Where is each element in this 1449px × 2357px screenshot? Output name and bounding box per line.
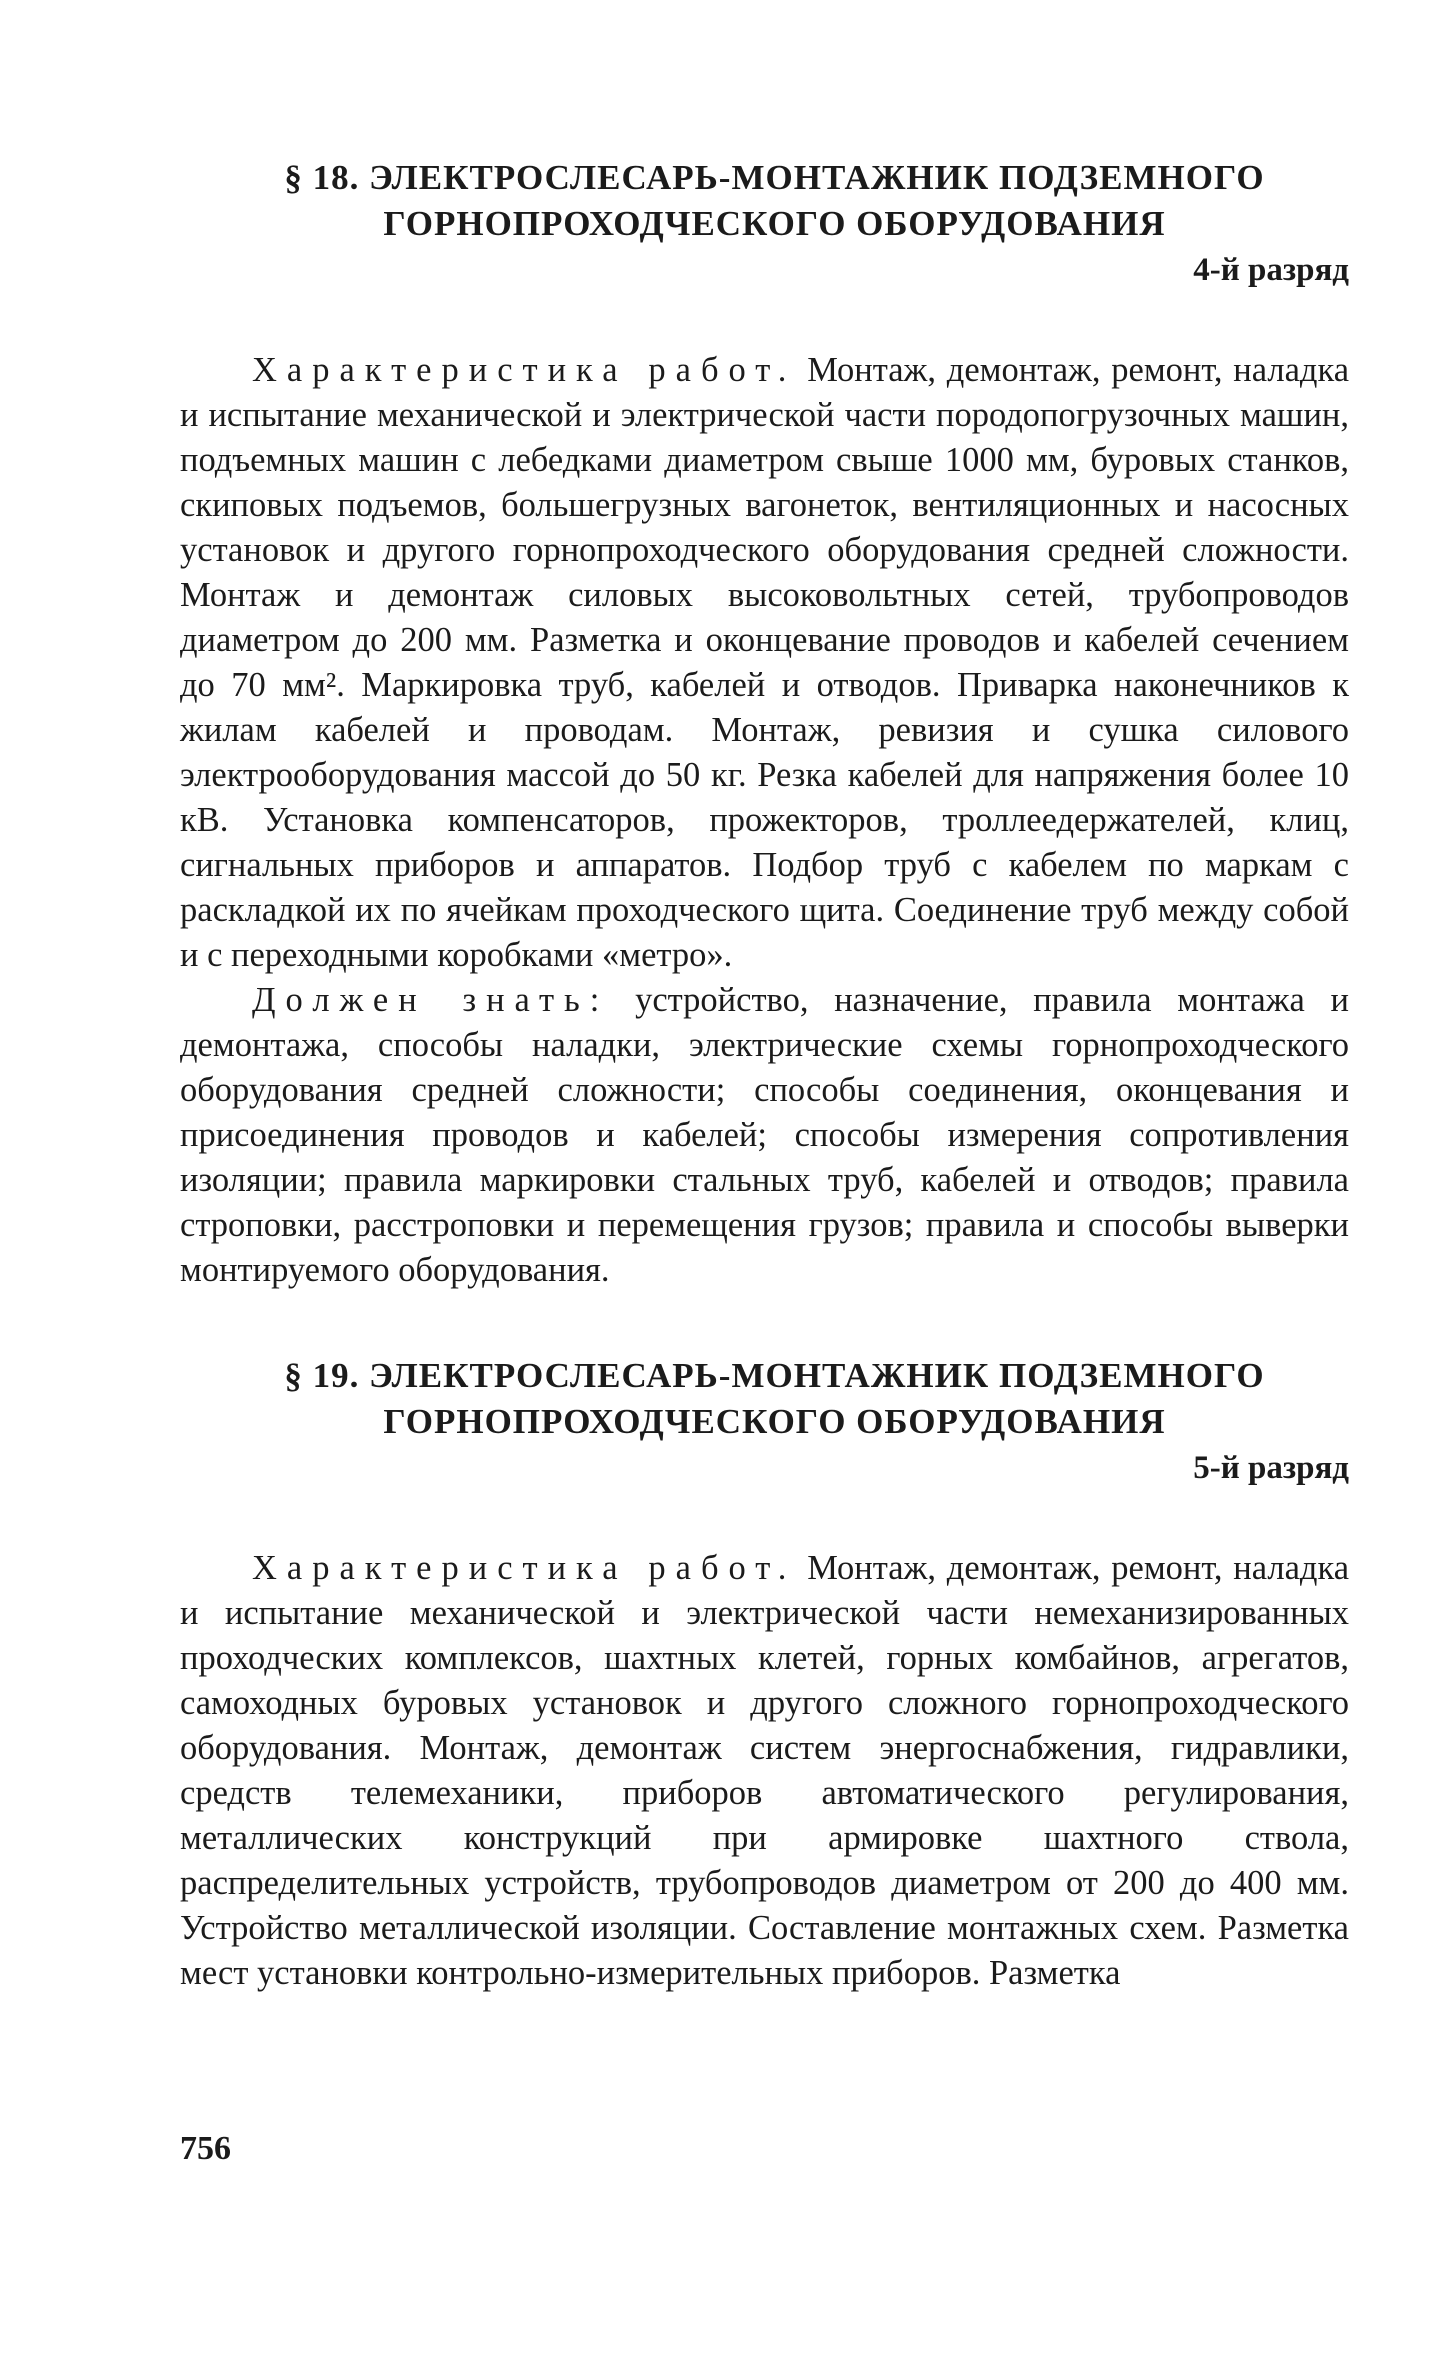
work-characteristics-label: Характеристика работ. [252, 351, 797, 389]
work-characteristics-paragraph [180, 1546, 1349, 1996]
must-know-paragraph [180, 978, 1349, 1293]
section-title [180, 1353, 1349, 1445]
section-title-line1: ЭЛЕКТРОСЛЕСАРЬ-МОНТАЖНИК ПОДЗЕМНОГО [369, 158, 1265, 197]
section-title [180, 155, 1349, 247]
section-number: § 19. [284, 1356, 360, 1395]
page-number: 756 [180, 2130, 231, 2167]
section-title-line2: ГОРНОПРОХОДЧЕСКОГО ОБОРУДОВАНИЯ [383, 204, 1166, 243]
grade-label: 4-й разряд [1193, 252, 1349, 288]
work-characteristics-text: Монтаж, демонтаж, ремонт, наладка и испытание механической и электрической части немеханизированных проходческих комплексов, шахтных клетей, горных комбайнов, агрегатов, самоходных буровых установок и другого сложного горнопроходческого оборудования. Монтаж, демонтаж систем энергоснабжения, гидравлики, средств телемеханики, приборов автоматического регулирования, металлических конструкций при армировке шахтного ствола, распределительных устройств, трубопроводов диаметром от 200 до 400 мм. Устройство металлической изоляции. Составление монтажных схем. Разметка мест установки контрольно-измерительных приборов. Разметка [180, 1549, 1350, 1992]
work-characteristics-label: Характеристика работ. [252, 1549, 797, 1587]
section-18 [180, 155, 1349, 1293]
section-number: § 18. [284, 158, 360, 197]
section-title-line1: ЭЛЕКТРОСЛЕСАРЬ-МОНТАЖНИК ПОДЗЕМНОГО [369, 1356, 1265, 1395]
work-characteristics-text: Монтаж, демонтаж, ремонт, наладка и испытание механической и электрической части породопогрузочных машин, подъемных машин с лебедками диаметром свыше 1000 мм, буровых станков, скиповых подъемов, большегрузных вагонеток, вентиляционных и насосных установок и другого горнопроходческого оборудования средней сложности. Монтаж и демонтаж силовых высоковольтных сетей, трубопроводов диаметром до 200 мм. Разметка и оконцевание проводов и кабелей сечением до 70 мм². Маркировка труб, кабелей и отводов. Приварка наконечников к жилам кабелей и проводам. Монтаж, ревизия и сушка силового электрооборудования массой до 50 кг. Резка кабелей для напряжения более 10 кВ. Установка компенсаторов, прожекторов, троллеедержателей, клиц, сигнальных приборов и аппаратов. Подбор труб с кабелем по маркам с раскладкой их по ячейкам проходческого щита. Соединение труб между собой и с переходными коробками «метро». [180, 351, 1350, 974]
section-19 [180, 1353, 1349, 1996]
must-know-label: Должен знать: [252, 981, 610, 1019]
section-title-line2: ГОРНОПРОХОДЧЕСКОГО ОБОРУДОВАНИЯ [383, 1402, 1166, 1441]
must-know-text: устройство, назначение, правила монтажа и демонтажа, способы наладки, электрические схемы горнопроходческого оборудования средней сложности; способы соединения, оконцевания и присоединения проводов и кабелей; способы измерения сопротивления изоляции; правила маркировки стальных труб, кабелей и отводов; правила строповки, расстроповки и перемещения грузов; правила и способы выверки монтируемого оборудования. [180, 981, 1350, 1289]
work-characteristics-paragraph [180, 348, 1349, 978]
grade-label: 5-й разряд [1193, 1450, 1349, 1486]
